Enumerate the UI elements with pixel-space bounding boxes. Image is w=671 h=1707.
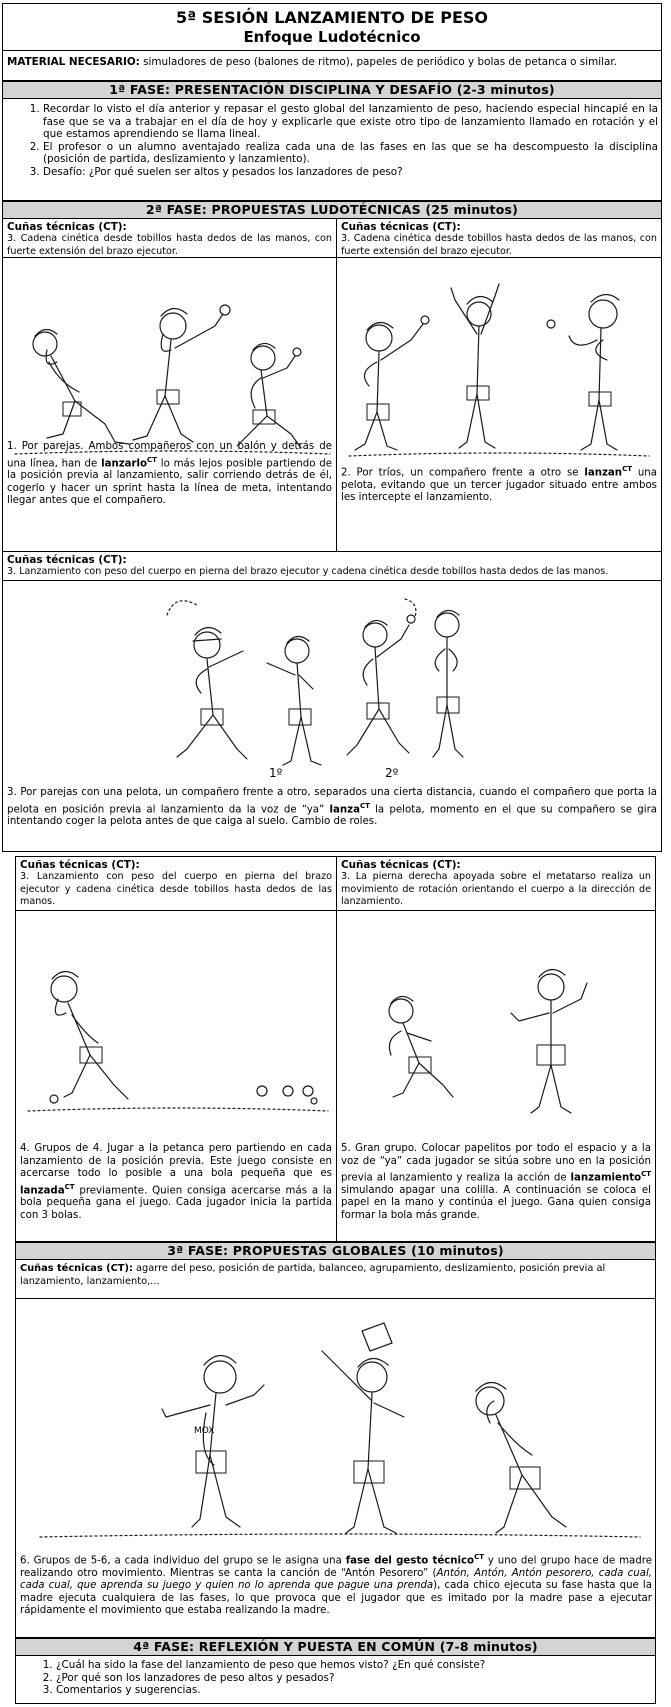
- phase3-ct: [15, 1259, 656, 1299]
- game2-illustration: [339, 266, 659, 466]
- phase4-body: [15, 1655, 656, 1704]
- phase4-item: 3. Comentarios y sugerencias.: [56, 1684, 646, 1697]
- game5-illustration: [339, 917, 654, 1127]
- ct-label: Cuñas técnicas (CT):: [7, 221, 127, 233]
- figure-mark-1: 1º: [269, 766, 283, 780]
- header-box: [2, 3, 662, 51]
- phase1-item: 1. Recordar lo visto el día anterior y repasar el gesto global del lanzamiento de peso, haciendo especial hincapié en la fase que se va a trabajar en el día de hoy y explicarle que existe otro tipo de lanzamiento llamado en rotación y el que estamos aprendiendo se llama lineal.: [43, 103, 658, 141]
- ct-cell-d: [15, 856, 337, 911]
- phase1-body: [2, 98, 662, 201]
- ct-text: 3. Lanzamiento con peso del cuerpo en pierna del brazo ejecutor y cadena cinética desde tobillos hasta dedos de las manos.: [7, 566, 609, 577]
- game-cell-4: [15, 910, 337, 1242]
- game-cell-2: [336, 257, 662, 552]
- game6-illustration: [20, 1305, 650, 1545]
- game2-text: 2. Por tríos, un compañero frente a otro se lanzan$^{CT}$ una pelota, evitando que un tercer jugador situado entre ambos les intercepte el lanzamiento.: [341, 465, 657, 504]
- game-cell-3: [2, 580, 662, 852]
- phase3-ct-text: Cuñas técnicas (CT): agarre del peso, posición de partida, balanceo, agrupamiento, deslizamiento, posición previa al lanzamiento, lanzamiento,...: [20, 1263, 606, 1287]
- ct-text: 3. La pierna derecha apoyada sobre el metatarso realiza un movimiento de rotación orientando el cuerpo a la dirección de lanzamiento.: [341, 871, 651, 907]
- game4-illustration: [18, 917, 333, 1127]
- ct-label: Cuñas técnicas (CT):: [7, 554, 127, 566]
- material-text: [7, 56, 657, 69]
- game3-text: 3. Por parejas con una pelota, un compañero frente a otro, separados una cierta distancia, cuando el compañero que porta la pelota en posición previa al lanzamiento da la voz de “ya” lanza$^{CT}$ la pelota, momento en el que su compañero se gira intentando coger la pelota antes de que caiga al suelo. Cambio de roles.: [7, 787, 657, 828]
- game1-illustration: [5, 266, 335, 466]
- page-title: 5ª SESIÓN LANZAMIENTO DE PESO: [175, 8, 488, 27]
- phase4-list: [16, 1659, 646, 1697]
- phase1-item: 2. El profesor o un alumno aventajado realiza cada una de las fases en las que se ha descompuesto la disciplina (posición de partida, deslizamiento y lanzamiento).: [43, 141, 658, 166]
- material-label: MATERIAL NECESARIO:: [7, 56, 140, 68]
- game-cell-6: [15, 1298, 656, 1638]
- material-value: simuladores de peso (balones de ritmo), papeles de periódico y bolas de petanca o similar.: [139, 56, 617, 68]
- figure-mark-2: 2º: [385, 766, 399, 780]
- phase3-title: 3ª FASE: PROPUESTAS GLOBALES (10 minutos): [15, 1242, 656, 1260]
- material-row: [2, 50, 662, 81]
- page-subtitle: Enfoque Ludotécnico: [243, 28, 421, 46]
- phase1-list: [3, 103, 658, 178]
- ct-cell-e: [336, 856, 656, 911]
- ct-cell-c: [2, 551, 662, 581]
- game6-text: 6. Grupos de 5-6, a cada individuo del grupo se le asigna una fase del gesto técnico$^{CT}$ y uno del grupo hace de madre realizando otro movimiento. Mientras se canta la canción de “Antón Pesorero” (Antón, Antón, Antón pesorero, cada cual, cada cual, que aprenda su juego y quien no lo aprenda que pague una prenda), cada chico ejecuta su fase hasta que la madre ejecuta cualquiera de las fases, lo que provoca que el jugador que es imitado por la madre pase a ejecutar rápidamente el movimiento que estaba realizando la madre.: [20, 1553, 653, 1617]
- ct-text: 3. Lanzamiento con peso del cuerpo en pierna del brazo ejecutor y cadena cinética desde tobillos hasta dedos de las manos.: [20, 871, 332, 907]
- phase1-item: 3. Desafío: ¿Por qué suelen ser altos y pesados los lanzadores de peso?: [43, 166, 658, 179]
- ct-text: 3. Cadena cinética desde tobillos hasta dedos de las manos, con fuerte extensión del brazo ejecutor.: [341, 233, 657, 257]
- shirt-text: MOX: [194, 1426, 215, 1436]
- game4-text: 4. Grupos de 4. Jugar a la petanca pero partiendo en cada lanzamiento de la posición previa. Este juego consiste en acercarse todo lo posible a una bola pequeña que es lanzada$^{CT}$ previamente. Quien consiga acercarse más a la bola pequeña gana el juego. Cada jugador inicia la partida con 3 bolas.: [20, 1143, 332, 1221]
- game-cell-1: [2, 257, 337, 552]
- game1-text: 1. Por parejas. Ambos compañeros con un balón y detrás de una línea, han de lanzarlo$^{CT}$ lo más lejos posible partiendo de la posición previa al lanzamiento, salir corriendo detrás de él, cogerlo y hacer un sprint hasta la línea de meta, intentando llegar antes que el compañero.: [7, 441, 332, 507]
- ct-text: 3. Cadena cinética desde tobillos hasta dedos de las manos, con fuerte extensión del brazo ejecutor.: [7, 233, 332, 257]
- game3-illustration: [7, 585, 657, 780]
- ct-cell-a: [2, 218, 337, 258]
- ct-label: Cuñas técnicas (CT):: [341, 221, 461, 233]
- ct-label: Cuñas técnicas (CT):: [20, 859, 140, 871]
- phase1-title: 1ª FASE: PRESENTACIÓN DISCIPLINA Y DESAFÍO (2-3 minutos): [2, 81, 662, 99]
- ct-cell-b: [336, 218, 662, 258]
- game-cell-5: [336, 910, 656, 1242]
- ct-label: Cuñas técnicas (CT):: [341, 859, 461, 871]
- ct-label: Cuñas técnicas (CT):: [20, 1263, 133, 1274]
- phase4-item: 2. ¿Por qué son los lanzadores de peso altos y pesados?: [56, 1672, 646, 1685]
- phase2-title: 2ª FASE: PROPUESTAS LUDOTÉCNICAS (25 minutos): [2, 201, 662, 219]
- phase4-title: 4ª FASE: REFLEXIÓN Y PUESTA EN COMÚN (7-8 minutos): [15, 1638, 656, 1656]
- game5-text: 5. Gran grupo. Colocar papelitos por todo el espacio y a la voz de “ya” cada jugador se sitúa sobre uno en la posición previa al lanzamiento y realiza la acción de lanzamiento$^{CT}$ simulando apagar una colilla. A continuación se coloca el papel en la mano y continúa el juego. Gana quien consiga formar la bola más grande.: [341, 1143, 651, 1221]
- phase4-item: 1. ¿Cuál ha sido la fase del lanzamiento de peso que hemos visto? ¿En qué consiste?: [56, 1659, 646, 1672]
